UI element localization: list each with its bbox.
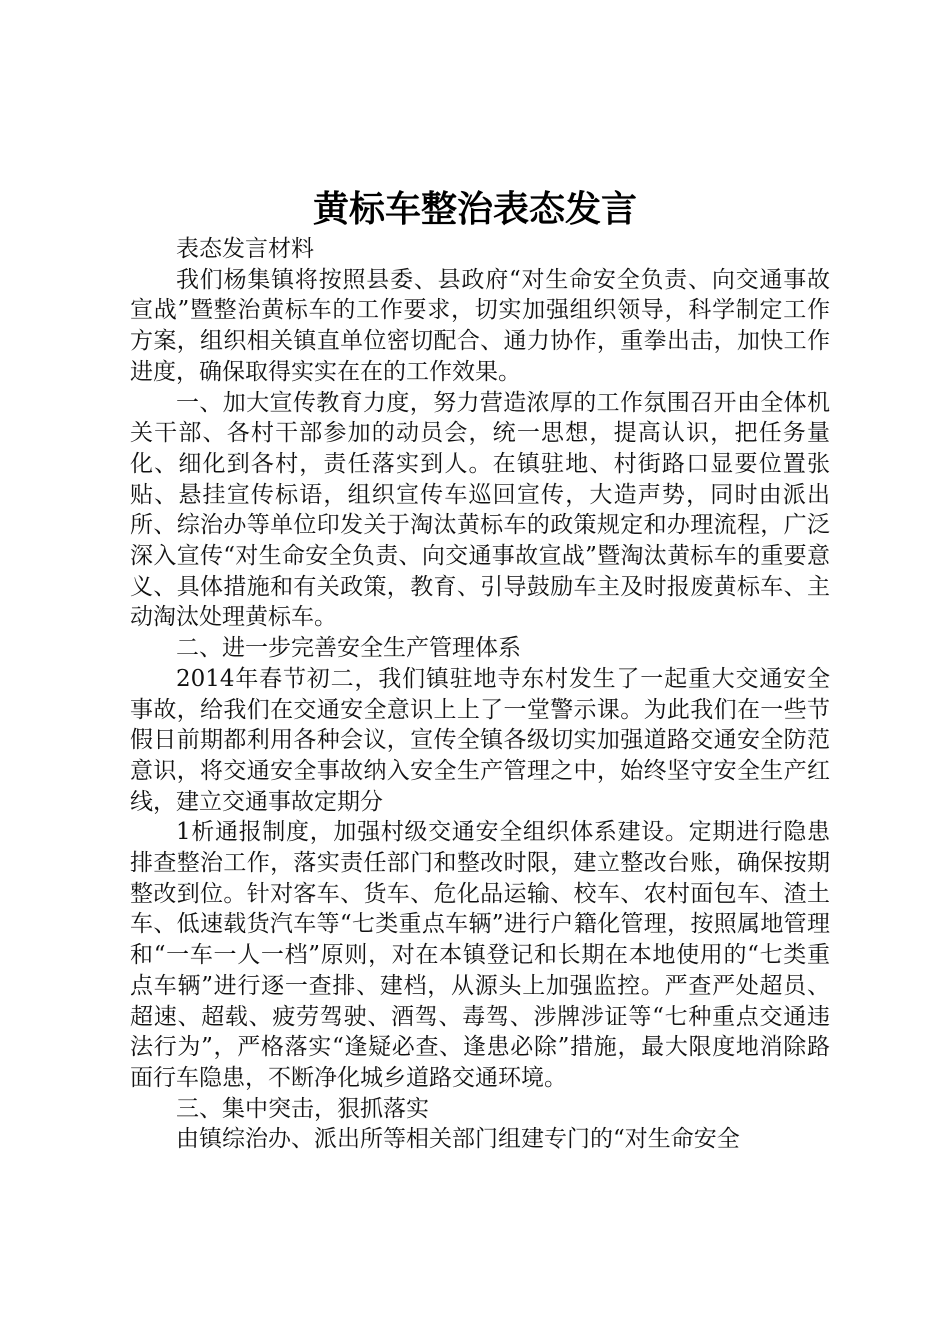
document-title: 黄标车整治表态发言 [312,188,637,230]
paragraph-section-two-continued: 1析通报制度，加强村级交通安全组织体系建设。定期进行隐患排查整治工作，落实责任部门和整改时限，建立整改台账，确保按期整改到位。针对客车、货车、危化品运输、校车、农村面包车、渣土车、低速载货汽车等“七类重点车辆”进行户籍化管理，按照属地管理和“一车一人一档”原则，对在本镇登记和长期在本地使用的“七类重点车辆”进行逐一查排、建档，从源头上加强监控。严查严处超员、超速、超载、疲劳驾驶、酒驾、毒驾、涉牌涉证等“七种重点交通违法行为”，严格落实“逢疑必查、逢患必除”措施，最大限度地消除路面行车隐患，不断净化城乡道路交通环境。 [130,819,830,1091]
heading-section-three: 三、集中突击，狠抓落实 [176,1095,429,1122]
paragraph-subtitle: 表态发言材料 [176,236,314,262]
paragraph-intro: 我们杨集镇将按照县委、县政府“对生命安全负责、向交通事故宣战”暨整治黄标车的工作要求，切实加强组织领导，科学制定工作方案，组织相关镇直单位密切配合、通力协作，重拳出击，加快工作进度，确保取得实实在在的工作效果。 [130,266,830,385]
heading-section-two: 二、进一步完善安全生产管理体系 [176,635,521,662]
paragraph-section-three: 由镇综治办、派出所等相关部门组建专门的“对生命安全 [176,1126,740,1153]
paragraph-section-one: 一、加大宣传教育力度，努力营造浓厚的工作氛围召开由全体机关干部、各村干部参加的动员会，统一思想，提高认识，把任务量化、细化到各村，责任落实到人。在镇驻地、村街路口显要位置张贴、悬挂宣传标语，组织宣传车巡回宣传，大造声势，同时由派出所、综治办等单位印发关于淘汰黄标车的政策规定和办理流程，广泛深入宣传“对生命安全负责、向交通事故宣战”暨淘汰黄标车的重要意义、具体措施和有关政策，教育、引导鼓励车主及时报废黄标车、主动淘汰处理黄标车。 [130,389,830,631]
paragraph-section-two: 2014年春节初二，我们镇驻地寺东村发生了一起重大交通安全事故，给我们在交通安全意识上上了一堂警示课。为此我们在一些节假日前期都利用各种会议，宣传全镇各级切实加强道路交通安全防范意识，将交通安全事故纳入安全生产管理之中，始终坚守安全生产红线，建立交通事故定期分 [130,665,830,815]
document-body [130,234,830,1155]
